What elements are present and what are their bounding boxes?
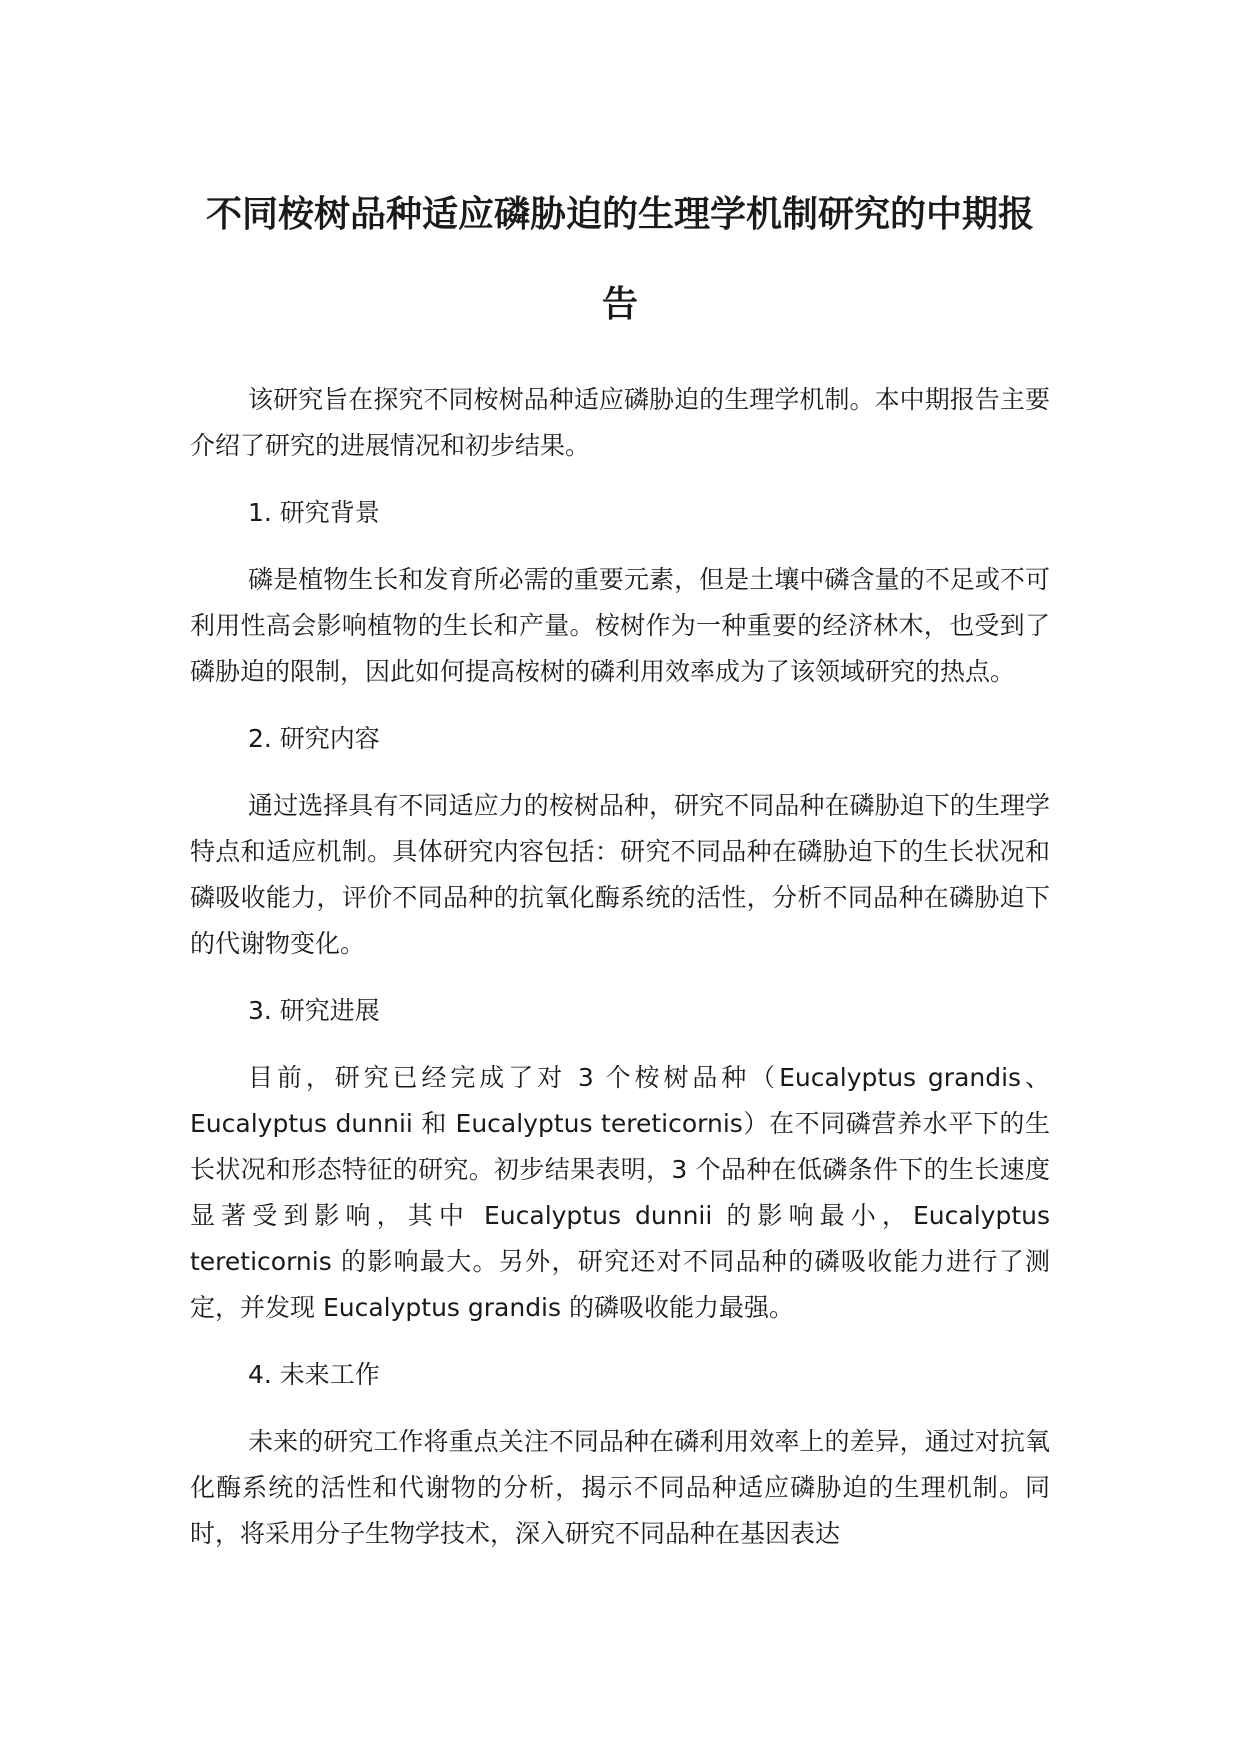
section-body-progress: 目前，研究已经完成了对 3 个桉树品种（Eucalyptus grandis、Eucalyptus dunnii 和 Eucalyptus tereticornis）在不同磷营养水平下的生长状况和形态特征的研究。初步结果表明，3 个品种在低磷条件下的生长速度显著受到影响，其中 Eucalyptus dunnii 的影响最小，Eucalyptus tereticornis 的影响最大。另外，研究还对不同品种的磷吸收能力进行了测定，并发现 Eucalyptus grandis 的磷吸收能力最强。	[190, 1063, 1050, 1322]
section-body-future-work: 未来的研究工作将重点关注不同品种在磷利用效率上的差异，通过对抗氧化酶系统的活性和代谢物的分析，揭示不同品种适应磷胁迫的生理机制。同时，将采用分子生物学技术，深入研究不同品种在基因表达	[190, 1427, 1050, 1548]
intro-paragraph: 该研究旨在探究不同桉树品种适应磷胁迫的生理学机制。本中期报告主要介绍了研究的进展情况和初步结果。	[190, 385, 1050, 460]
section-heading-background: 1. 研究背景	[248, 498, 380, 527]
document-body	[190, 377, 1050, 1557]
section-body-background: 磷是植物生长和发育所必需的重要元素，但是土壤中磷含量的不足或不可利用性高会影响植物的生长和产量。桉树作为一种重要的经济林木，也受到了磷胁迫的限制，因此如何提高桉树的磷利用效率成为了该领域研究的热点。	[190, 565, 1050, 686]
section-body-content: 通过选择具有不同适应力的桉树品种，研究不同品种在磷胁迫下的生理学特点和适应机制。具体研究内容包括：研究不同品种在磷胁迫下的生长状况和磷吸收能力，评价不同品种的抗氧化酶系统的活性，分析不同品种在磷胁迫下的代谢物变化。	[190, 791, 1050, 958]
document-title: 不同桉树品种适应磷胁迫的生理学机制研究的中期报告	[205, 194, 1034, 325]
section-heading-future-work: 4. 未来工作	[248, 1360, 380, 1389]
section-heading-progress: 3. 研究进展	[248, 996, 380, 1025]
section-heading-content: 2. 研究内容	[248, 724, 380, 753]
